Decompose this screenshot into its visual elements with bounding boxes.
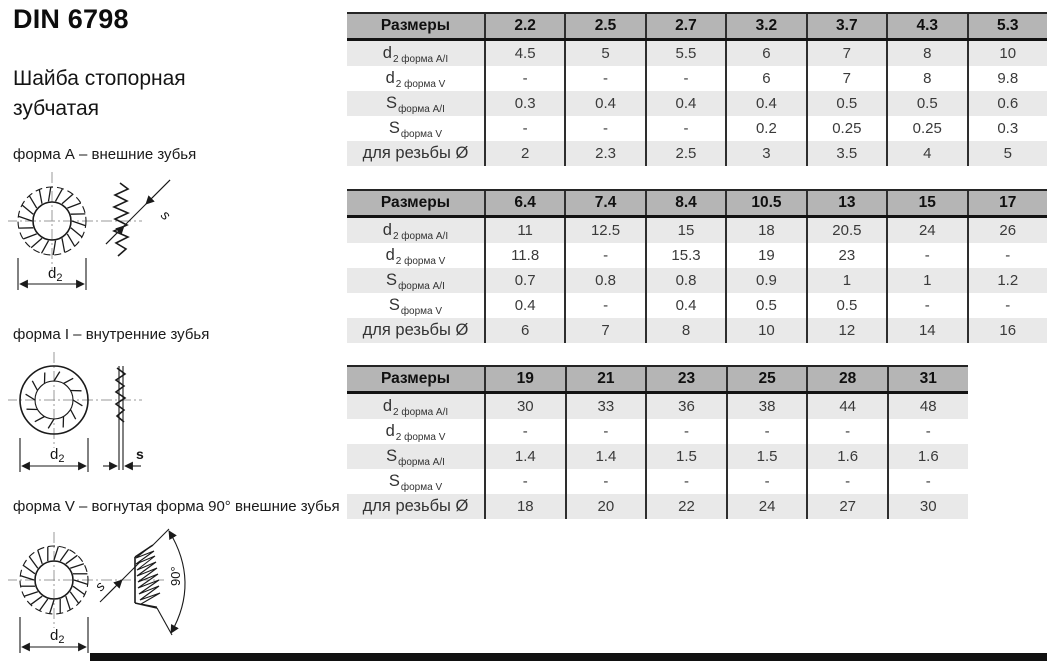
cell-value: 0.8 — [646, 268, 726, 293]
table-row — [347, 469, 968, 494]
column-header: 2.7 — [646, 13, 726, 40]
cell-value: 0.25 — [807, 116, 887, 141]
cell-value: - — [565, 293, 645, 318]
table-header-label: Размеры — [347, 13, 485, 40]
cell-value: - — [888, 469, 968, 494]
dimensions-table — [347, 189, 1047, 343]
table-row — [347, 40, 1047, 67]
dimensions-table-3 — [347, 365, 968, 519]
cell-value: 23 — [807, 243, 887, 268]
cell-value: 0.3 — [968, 116, 1047, 141]
cell-value: - — [727, 419, 808, 444]
side-profile — [116, 368, 125, 422]
row-label: $S_{форма V}$ — [388, 296, 443, 317]
cell-value: 0.5 — [726, 293, 806, 318]
form-a-diagram — [8, 166, 198, 301]
cell-value: 0.4 — [646, 293, 726, 318]
cell-value: 33 — [566, 393, 647, 420]
cell-value: 6 — [726, 66, 806, 91]
row-label: $S_{форма А/I}$ — [347, 91, 485, 116]
dimensions-table — [347, 12, 1047, 166]
cell-value: 4.5 — [485, 40, 565, 67]
table-row — [347, 419, 968, 444]
cell-value: - — [646, 469, 727, 494]
cell-value: 4 — [887, 141, 967, 166]
cell-value: 22 — [646, 494, 727, 519]
cell-value: 1 — [887, 268, 967, 293]
cell-value: 5 — [565, 40, 645, 67]
cell-value: 1.5 — [646, 444, 727, 469]
table-row — [347, 318, 1047, 343]
column-header: 17 — [968, 190, 1047, 217]
cell-value: 2.3 — [565, 141, 645, 166]
row-label: $d_{2 форма А/I}$ — [347, 40, 485, 67]
cell-value: 11.8 — [485, 243, 565, 268]
cell-value: - — [807, 419, 888, 444]
table-header-label: Размеры — [347, 190, 485, 217]
s-thickness-label: s — [157, 206, 175, 224]
cell-value: 20.5 — [807, 217, 887, 244]
form-v-diagram — [8, 520, 228, 661]
cell-value: 1 — [807, 268, 887, 293]
cell-value: 0.4 — [565, 91, 645, 116]
cell-value: 18 — [726, 217, 806, 244]
cell-value: 30 — [485, 393, 566, 420]
cell-value: 0.8 — [565, 268, 645, 293]
cell-value: 2 — [485, 141, 565, 166]
cell-value: - — [968, 243, 1047, 268]
cell-value: - — [888, 419, 968, 444]
cell-value: 10 — [968, 40, 1047, 67]
cell-value: 15 — [646, 217, 726, 244]
column-header: 31 — [888, 366, 968, 393]
cell-value: 7 — [807, 40, 887, 67]
cell-value: - — [565, 243, 645, 268]
cell-value: - — [565, 66, 645, 91]
table-header-row — [347, 190, 1047, 217]
dimensions-table-2 — [347, 189, 1047, 343]
d2-dimension-label: $d_2$ — [50, 627, 65, 646]
cell-value: - — [646, 116, 726, 141]
cell-value: 30 — [888, 494, 968, 519]
table-row — [347, 243, 1047, 268]
s-thickness-label: s — [91, 578, 108, 595]
cone-teeth-hatching — [136, 546, 160, 607]
column-header: 15 — [887, 190, 967, 217]
s-thickness-label: s — [136, 446, 144, 462]
row-label: $S_{форма V}$ — [388, 472, 443, 493]
cell-value: - — [566, 419, 647, 444]
table-row — [347, 116, 1047, 141]
cell-value: 6 — [485, 318, 565, 343]
column-header: 7.4 — [565, 190, 645, 217]
cell-value: 1.2 — [968, 268, 1047, 293]
cell-value: 18 — [485, 494, 566, 519]
cell-value: - — [485, 419, 566, 444]
form-a-caption: форма А – внешние зубья — [13, 146, 197, 163]
cell-value: 0.5 — [887, 91, 967, 116]
cell-value: - — [646, 419, 727, 444]
row-label: $S_{форма А/I}$ — [347, 444, 485, 469]
cell-value: 1.5 — [727, 444, 808, 469]
cell-value: 24 — [887, 217, 967, 244]
row-label: $d_{2 форма V}$ — [385, 246, 446, 267]
cell-value: 36 — [646, 393, 727, 420]
cell-value: 3.5 — [807, 141, 887, 166]
table-header-row — [347, 366, 968, 393]
angle-90-label: 90° — [168, 566, 183, 586]
table-header-label: Размеры — [347, 366, 485, 393]
side-profile — [114, 183, 128, 256]
column-header: 4.3 — [887, 13, 967, 40]
table-header-row — [347, 13, 1047, 40]
cell-value: 0.9 — [726, 268, 806, 293]
cell-value: - — [968, 293, 1047, 318]
dimensions-table-1 — [347, 12, 1047, 166]
row-label: $d_{2 форма V}$ — [385, 69, 446, 90]
cell-value: 2.5 — [646, 141, 726, 166]
cell-value: 8 — [887, 40, 967, 67]
table-row — [347, 91, 1047, 116]
d2-dimension-label: $d_2$ — [48, 265, 63, 284]
cell-value: 7 — [807, 66, 887, 91]
cell-value: 0.7 — [485, 268, 565, 293]
cell-value: 26 — [968, 217, 1047, 244]
column-header: 8.4 — [646, 190, 726, 217]
cell-value: 12.5 — [565, 217, 645, 244]
row-label: $d_{2 форма V}$ — [385, 422, 446, 443]
row-label: $d_{2 форма А/I}$ — [347, 393, 485, 420]
table-row — [347, 494, 968, 519]
d2-dimension-label: $d_2$ — [50, 446, 65, 465]
cell-value: 7 — [565, 318, 645, 343]
table-row — [347, 66, 1047, 91]
cell-value: 12 — [807, 318, 887, 343]
column-header: 5.3 — [968, 13, 1047, 40]
column-header: 25 — [727, 366, 808, 393]
cell-value: 0.4 — [646, 91, 726, 116]
column-header: 28 — [807, 366, 888, 393]
row-label: $S_{форма V}$ — [388, 119, 443, 140]
row-label: для резьбы Ø — [347, 494, 485, 519]
cell-value: 0.2 — [726, 116, 806, 141]
cell-value: 3 — [726, 141, 806, 166]
cell-value: 9.8 — [968, 66, 1047, 91]
cell-value: 5 — [968, 141, 1047, 166]
cell-value: - — [887, 293, 967, 318]
cell-value: 0.4 — [726, 91, 806, 116]
cell-value: 6 — [726, 40, 806, 67]
cell-value: 8 — [646, 318, 726, 343]
table-row — [347, 293, 1047, 318]
column-header: 2.5 — [565, 13, 645, 40]
cell-value: 5.5 — [646, 40, 726, 67]
column-header: 19 — [485, 366, 566, 393]
cell-value: 44 — [807, 393, 888, 420]
cell-value: 1.6 — [888, 444, 968, 469]
cell-value: - — [727, 469, 808, 494]
cell-value: 0.4 — [485, 293, 565, 318]
cell-value: 0.3 — [485, 91, 565, 116]
cell-value: - — [566, 469, 647, 494]
cell-value: 0.5 — [807, 293, 887, 318]
cell-value: - — [887, 243, 967, 268]
table-row — [347, 268, 1047, 293]
table-row — [347, 217, 1047, 244]
cell-value: 38 — [727, 393, 808, 420]
cell-value: 19 — [726, 243, 806, 268]
row-label: для резьбы Ø — [347, 141, 485, 166]
row-label: для резьбы Ø — [347, 318, 485, 343]
column-header: 13 — [807, 190, 887, 217]
cell-value: 14 — [887, 318, 967, 343]
cell-value: 15.3 — [646, 243, 726, 268]
cell-value: 11 — [485, 217, 565, 244]
cell-value: - — [485, 116, 565, 141]
table-row — [347, 393, 968, 420]
column-header: 21 — [566, 366, 647, 393]
page-subtitle: Шайба стопорная зубчатая — [13, 67, 186, 121]
column-header: 3.2 — [726, 13, 806, 40]
cell-value: 1.4 — [566, 444, 647, 469]
cell-value: - — [565, 116, 645, 141]
cell-value: 0.25 — [887, 116, 967, 141]
row-label: $S_{форма А/I}$ — [347, 268, 485, 293]
cell-value: - — [807, 469, 888, 494]
cell-value: 24 — [727, 494, 808, 519]
row-label: $d_{2 форма А/I}$ — [347, 217, 485, 244]
cell-value: 0.5 — [807, 91, 887, 116]
cell-value: 16 — [968, 318, 1047, 343]
column-header: 10.5 — [726, 190, 806, 217]
cell-value: - — [485, 66, 565, 91]
bottom-edge-bar — [90, 653, 1047, 661]
cell-value: 1.4 — [485, 444, 566, 469]
cell-value: 27 — [807, 494, 888, 519]
page-title: DIN 6798 — [13, 4, 129, 34]
cell-value: - — [485, 469, 566, 494]
form-i-diagram — [8, 346, 198, 481]
form-v-caption: форма V – вогнутая форма 90° внешние зубья — [13, 498, 340, 515]
dimensions-table — [347, 365, 968, 519]
table-row — [347, 444, 968, 469]
cell-value: 10 — [726, 318, 806, 343]
cell-value: 0.6 — [968, 91, 1047, 116]
table-row — [347, 141, 1047, 166]
cell-value: 1.6 — [807, 444, 888, 469]
form-i-caption: форма I – внутренние зубья — [13, 326, 210, 343]
cell-value: - — [646, 66, 726, 91]
column-header: 2.2 — [485, 13, 565, 40]
cell-value: 20 — [566, 494, 647, 519]
column-header: 3.7 — [807, 13, 887, 40]
column-header: 23 — [646, 366, 727, 393]
column-header: 6.4 — [485, 190, 565, 217]
cell-value: 8 — [887, 66, 967, 91]
cell-value: 48 — [888, 393, 968, 420]
